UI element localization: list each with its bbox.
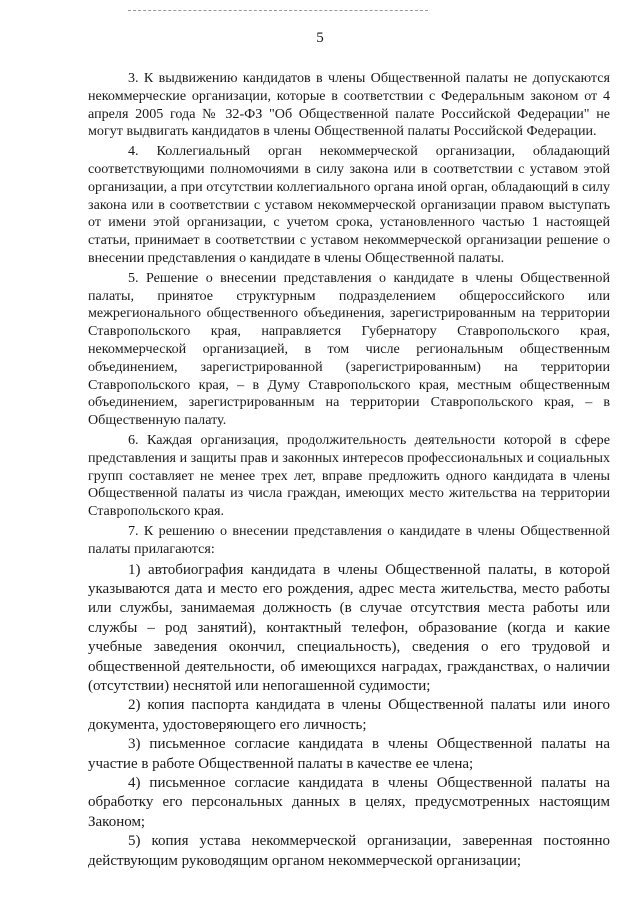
- paragraph-item-5: 5. Решение о внесении представления о кандидате в члены Общественной палаты, принятое структурным подразделением общероссийского или межрегионального общественного объединения, зарегистрированным на территории Ставропольского края, направляется Губернатору Ставропольского края, некоммерческой организацией, в том числе региональным общественным объединением, зарегистрированной (зарегистрированным) на территории Ставропольского края, – в Думу Ставропольского края, местным общественным объединением, зарегистрированным на территории Ставропольского края, – в Общественную палату.: [88, 269, 610, 429]
- list-item-3: 3) письменное согласие кандидата в члены Общественной палаты на участие в работе Общественной палаты в качестве ее члена;: [88, 736, 610, 772]
- paragraph-item-4: 4. Коллегиальный орган некоммерческой организации, обладающий соответствующими полномочиями в силу закона или в соответствии с уставом этой организации, а при отсутствии коллегиального органа иной орган, обладающий в силу закона или в соответствии с уставом некоммерческой организации правом выступать от имени этой организации, с учетом срока, установленного частью 1 настоящей статьи, принимает в соответствии с уставом некоммерческой организации решение о внесении представления о кандидате в члены Общественной палаты.: [88, 143, 610, 266]
- page-number: 5: [316, 30, 324, 46]
- paragraph-item-7: 7. К решению о внесении представления о кандидате в члены Общественной палаты прилагаются:: [88, 522, 610, 557]
- top-edge-dashes: [128, 10, 428, 11]
- paragraph-item-3: 3. К выдвижению кандидатов в члены Общественной палаты не допускаются некоммерческие организации, которые в соответствии с Федеральным законом от 4 апреля 2005 года № 32-ФЗ "Об Общественной палате Российской Федерации" не могут выдвигать кандидатов в члены Общественной палаты Российской Федерации.: [88, 70, 610, 140]
- document-body: [88, 70, 610, 871]
- paragraph-item-6: 6. Каждая организация, продолжительность деятельности которой в сфере представления и защиты прав и законных интересов профессиональных и социальных групп составляет не менее трех лет, вправе предложить одного кандидата в члены Общественной палаты из числа граждан, имеющих место жительства на территории Ставропольского края.: [88, 431, 610, 520]
- list-item-5: 5) копия устава некоммерческой организации, заверенная постоянно действующим руководящим органом некоммерческой организации;: [88, 833, 610, 869]
- list-item-4: 4) письменное согласие кандидата в члены Общественной палаты на обработку его персональных данных в целях, предусмотренных настоящим Законом;: [88, 774, 610, 830]
- list-item-1: 1) автобиография кандидата в члены Общественной палаты, в которой указываются дата и место его рождения, адрес места жительства, место работы или службы, занимаемая должность (в случае отсутствия места работы или службы – род занятий), контактный телефон, образование (когда и какие учебные заведения окончил, специальность), сведения о его трудовой и общественной деятельности, об имеющихся наградах, гражданствах, о наличии (отсутствии) неснятой или непогашенной судимости;: [88, 561, 610, 694]
- list-item-2: 2) копия паспорта кандидата в члены Общественной палаты или иного документа, удостоверяющего его личность;: [88, 697, 610, 733]
